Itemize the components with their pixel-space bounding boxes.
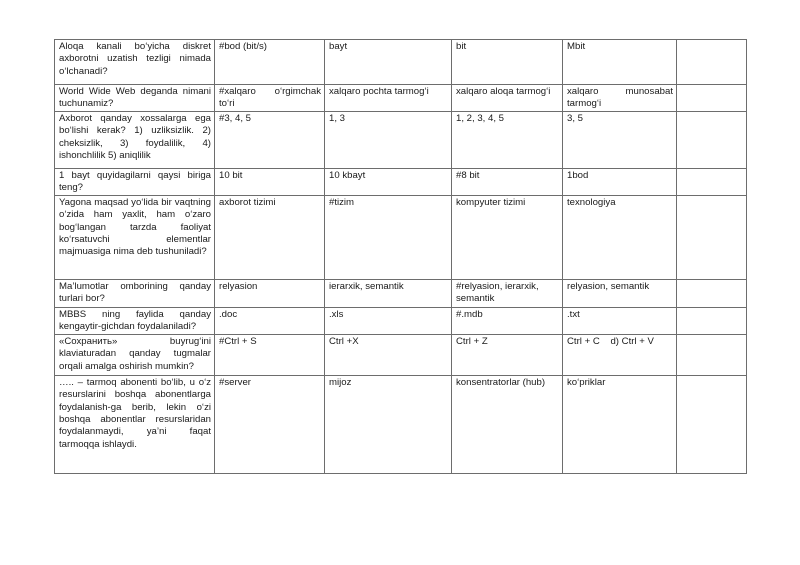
option-c-cell: #8 bit [452,168,563,195]
question-cell: «Сохранить» buyrug‘ini klaviaturadan qanday tugmalar orqali amalga oshirish mumkin? [55,334,215,375]
question-cell: MBBS ning faylida qanday kengaytir-gichdan foydalaniladi? [55,307,215,334]
empty-cell [677,375,747,473]
option-d-cell: ko‘priklar [563,375,677,473]
option-a-cell: #server [215,375,325,473]
table-row [55,307,747,334]
table-row [55,85,747,112]
option-d-cell: texnologiya [563,195,677,279]
option-d-cell: Ctrl + C d) Ctrl + V [563,334,677,375]
option-a-cell: axborot tizimi [215,195,325,279]
table-row [55,375,747,473]
empty-cell [677,195,747,279]
option-c-cell: konsentratorlar (hub) [452,375,563,473]
empty-cell [677,168,747,195]
quiz-table [54,39,747,474]
table-row [55,279,747,307]
table-row [55,334,747,375]
option-b-cell: #tizim [325,195,452,279]
option-c-cell: #relyasion, ierarxik, semantik [452,279,563,307]
option-d-cell: 1bod [563,168,677,195]
empty-cell [677,85,747,112]
question-cell: 1 bayt quyidagilarni qaysi biriga teng? [55,168,215,195]
option-d-cell: Mbit [563,40,677,85]
option-b-cell: 1, 3 [325,111,452,168]
table-row [55,168,747,195]
option-c-cell: Ctrl + Z [452,334,563,375]
option-a-cell: relyasion [215,279,325,307]
option-b-cell: mijoz [325,375,452,473]
option-a-cell: 10 bit [215,168,325,195]
table-row [55,111,747,168]
empty-cell [677,40,747,85]
option-d-cell: xalqaro munosabat tarmog‘i [563,85,677,112]
option-c-cell: bit [452,40,563,85]
option-d-cell: 3, 5 [563,111,677,168]
option-c-cell: #.mdb [452,307,563,334]
empty-cell [677,307,747,334]
question-cell: Yagona maqsad yo‘lida bir vaqtning o‘zida ham yaxlit, ham o‘zaro bog‘langan tarzda faoliyat ko‘rsatuvchi elementlar majmuasiga nima deb tushuniladi? [55,195,215,279]
option-b-cell: .xls [325,307,452,334]
empty-cell [677,279,747,307]
option-b-cell: Ctrl +X [325,334,452,375]
question-cell: World Wide Web deganda nimani tuchunamiz? [55,85,215,112]
question-cell: ….. – tarmoq abonenti bo‘lib, u o‘z resurslarini boshqa abonentlarga foydalanish-ga berib, lekin o‘zi boshqa abonentlar resurslaridan foydalanmaydi, ya’ni faqat tarmoqqa ishlaydi. [55,375,215,473]
option-d-cell: relyasion, semantik [563,279,677,307]
empty-cell [677,111,747,168]
option-c-cell: 1, 2, 3, 4, 5 [452,111,563,168]
option-b-cell: xalqaro pochta tarmog‘i [325,85,452,112]
option-d-cell: .txt [563,307,677,334]
question-cell: Aloqa kanali bo‘yicha diskret axborotni uzatish tezligi nimada o‘lchanadi? [55,40,215,85]
option-a-cell: #3, 4, 5 [215,111,325,168]
question-cell: Ma’lumotlar omborining qanday turlari bor? [55,279,215,307]
table-row [55,40,747,85]
option-c-cell: kompyuter tizimi [452,195,563,279]
option-a-cell: #xalqaro o‘rgimchak to‘ri [215,85,325,112]
empty-cell [677,334,747,375]
table-row [55,195,747,279]
option-a-cell: #Ctrl + S [215,334,325,375]
option-b-cell: bayt [325,40,452,85]
option-b-cell: 10 kbayt [325,168,452,195]
option-a-cell: .doc [215,307,325,334]
option-c-cell: xalqaro aloqa tarmog‘i [452,85,563,112]
question-cell: Axborot qanday xossalarga ega bo‘lishi kerak? 1) uzliksizlik. 2) cheksizlik, 3) foydalilik, 4) ishonchlilik 5) aniqlilik [55,111,215,168]
option-a-cell: #bod (bit/s) [215,40,325,85]
option-b-cell: ierarxik, semantik [325,279,452,307]
